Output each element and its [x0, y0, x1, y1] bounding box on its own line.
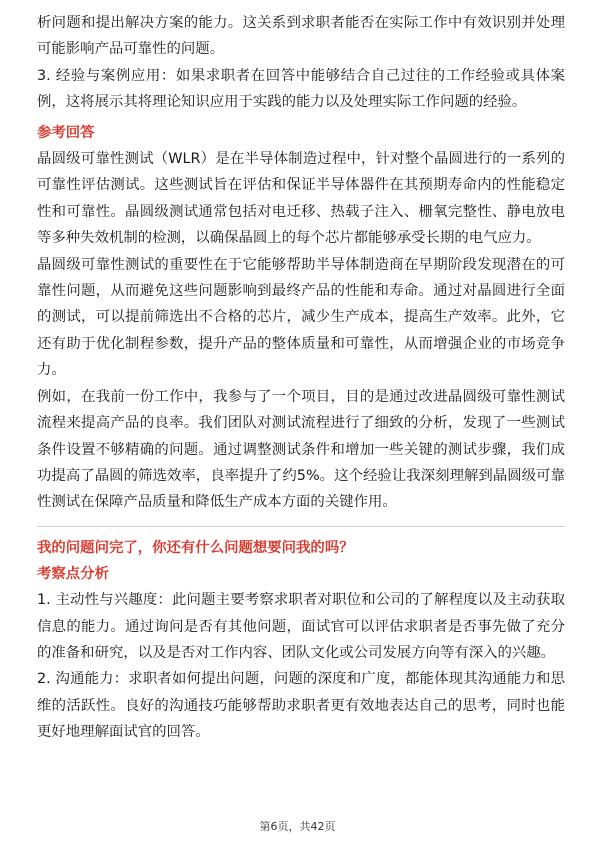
- analysis-point-2: 2. 沟通能力：求职者如何提出问题，问题的深度和广度，都能体现其沟通能力和思维的活跃性。良好的沟通技巧能够帮助求职者更有效地表达自己的思考，同时也能更好地理解面试官的回答。: [37, 671, 565, 741]
- reference-paragraph-1: 晶圆级可靠性测试（WLR）是在半导体制造过程中，针对整个晶圆进行的一系列的可靠性评估测试。这些测试旨在评估和保证半导体器件在其预期寿命内的性能稳定性和可靠性。晶圆级测试通常包括对电迁移、热载子注入、栅氧完整性、静电放电等多种失效机制的检测，以确保晶圆上的每个芯片都能够承受长期的电气应力。: [37, 151, 565, 247]
- reference-paragraph-3: 例如，在我前一份工作中，我参与了一个项目，目的是通过改进晶圆级可靠性测试流程来提高产品的良率。我们团队对测试流程进行了细致的分析，发现了一些测试条件设置不够精确的问题。通过调整测试条件和增加一些关键的测试步骤，我们成功提高了晶圆的筛选效率，良率提升了约5%。这个经验让我深刻理解到晶圆级可靠性测试在保障产品质量和降低生产成本方面的关键作用。: [37, 388, 565, 511]
- analysis-heading: 考察点分析: [37, 565, 109, 582]
- continuation-paragraph: 析问题和提出解决方案的能力。这关系到求职者能否在实际工作中有效识别并处理可能影响产品可靠性的问题。: [37, 15, 565, 58]
- section-divider: [37, 526, 565, 527]
- question-title: 我的问题问完了，你还有什么问题想要问我的吗？: [37, 539, 354, 556]
- reference-answer-heading: 参考回答: [37, 124, 95, 141]
- analysis-point-3: 3. 经验与案例应用：如果求职者在回答中能够结合自己过往的工作经验或具体案例，这将展示其将理论知识应用于实践的能力以及处理实际工作问题的经验。: [37, 67, 565, 111]
- reference-paragraph-2: 晶圆级可靠性测试的重要性在于它能够帮助半导体制造商在早期阶段发现潜在的可靠性问题，从而避免这些问题影响到最终产品的性能和寿命。通过对晶圆进行全面的测试，可以提前筛选出不合格的芯片，减少生产成本，提高生产效率。此外，它还有助于优化制程参数，提升产品的整体质量和可靠性，从而增强企业的市场竞争力。: [37, 256, 565, 379]
- page-number-footer: 第6页，共42页: [259, 820, 336, 833]
- analysis-point-1: 1. 主动性与兴趣度：此问题主要考察求职者对职位和公司的了解程度以及主动获取信息的能力。通过询问是否有其他问题，面试官可以评估求职者是否事先做了充分的准备和研究，以及是否对工作内容、团队文化或公司发展方向等有深入的兴趣。: [37, 592, 565, 661]
- document-page: [37, 10, 565, 746]
